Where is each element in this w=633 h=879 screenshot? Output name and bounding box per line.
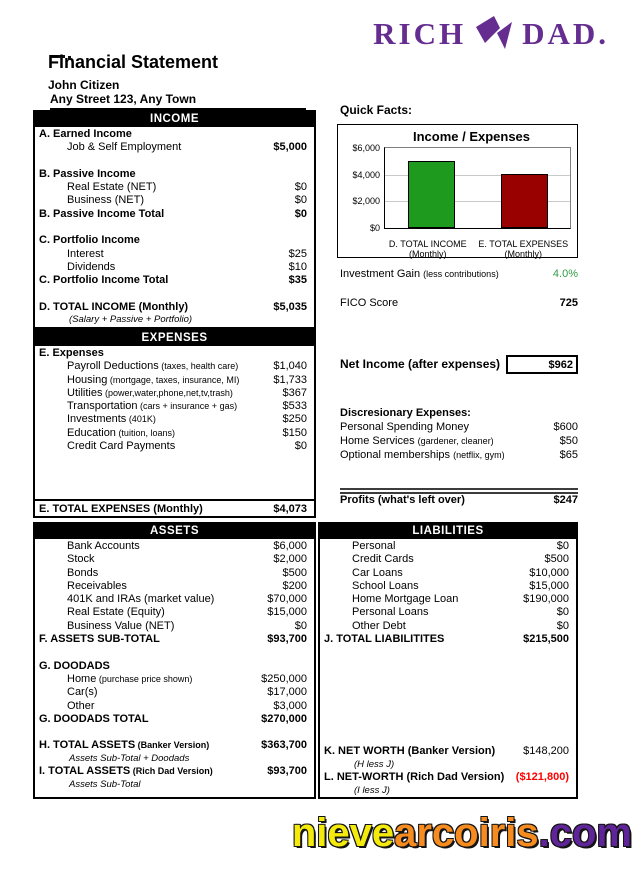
- y-tick: $4,000: [352, 169, 380, 180]
- discretionary-row: Personal Spending Money $600: [340, 421, 578, 433]
- chart-y-axis: [342, 143, 384, 233]
- statement-row: H. TOTAL ASSETS (Banker Version) $363,700: [39, 739, 307, 752]
- statement-row: Car(s) $17,000: [67, 686, 307, 699]
- income-bar: [408, 161, 455, 228]
- discretionary-value: $50: [559, 435, 578, 447]
- statement-row: Job & Self Employment $5,000: [67, 141, 307, 154]
- x-label-expenses: E. TOTAL EXPENSES (Monthly): [478, 239, 569, 259]
- statement-row: Investments (401K) $250: [67, 413, 307, 426]
- person-address: Any Street 123, Any Town: [50, 92, 306, 111]
- statement-row: Other Debt $0: [352, 619, 569, 632]
- expenses-rows: [35, 346, 314, 516]
- statement-row: Bonds $500: [67, 566, 307, 579]
- statement-row: Transportation (cars + insurance + gas) $533: [67, 400, 307, 413]
- page-title: Financial Statement: [48, 52, 219, 72]
- statement-row: Car Loans $10,000: [352, 566, 569, 579]
- expenses-header: EXPENSES: [35, 331, 314, 346]
- liabilities-rows: [320, 539, 576, 797]
- fico-label: FICO Score: [340, 297, 399, 309]
- statement-row: Receivables $200: [67, 579, 307, 592]
- expenses-section: [33, 329, 316, 518]
- statement-row: B. Passive Income: [39, 167, 136, 180]
- statement-row: Dividends $10: [67, 260, 307, 273]
- discretionary-value: $65: [559, 449, 578, 461]
- watermark: nievearcoiris.com: [291, 811, 632, 855]
- income-section: [33, 110, 316, 329]
- statement-row: Personal Loans $0: [352, 606, 569, 619]
- discretionary-value: $600: [553, 421, 578, 433]
- y-tick: $6,000: [352, 143, 380, 153]
- chart-plot-area: [384, 147, 571, 229]
- statement-row: [35, 726, 314, 739]
- statement-row: Other $3,000: [67, 699, 307, 712]
- statement-row: G. DOODADS TOTAL $270,000: [39, 712, 307, 725]
- statement-row: Bank Accounts $6,000: [67, 540, 307, 552]
- statement-row: Real Estate (NET) $0: [67, 181, 307, 194]
- discretionary-title: Discresionary Expenses:: [340, 407, 471, 419]
- investment-gain-label: Investment Gain (less contributions): [340, 268, 499, 280]
- statement-row: J. TOTAL LIABILITITES $215,500: [324, 633, 569, 646]
- statement-row: School Loans $15,000: [352, 579, 569, 592]
- quick-facts-title: Quick Facts:: [340, 103, 413, 117]
- fico-row: [340, 297, 578, 309]
- statement-row: Credit Cards $500: [352, 553, 569, 566]
- investment-gain-row: [340, 268, 578, 280]
- statement-row: Home Mortgage Loan $190,000: [352, 593, 569, 606]
- statement-row: Payroll Deductions (taxes, health care) $1,040: [67, 360, 307, 373]
- assets-rows: [35, 539, 314, 797]
- net-income-row: [340, 355, 578, 374]
- y-tick: $2,000: [352, 196, 380, 207]
- statement-row: Business Value (NET) $0: [67, 619, 307, 632]
- statement-row: [35, 221, 314, 234]
- investment-gain-value: 4.0%: [552, 268, 578, 280]
- x-label-income: D. TOTAL INCOME (Monthly): [388, 239, 467, 259]
- statement-row: 401K and IRAs (market value) $70,000: [67, 593, 307, 606]
- statement-row: F. ASSETS SUB-TOTAL $93,700: [39, 633, 307, 646]
- income-header: INCOME: [35, 112, 314, 127]
- logo-word-dad: DAD.: [522, 16, 609, 51]
- statement-row: Real Estate (Equity) $15,000: [67, 606, 307, 619]
- statement-row: Assets Sub-Total + Doodads: [69, 752, 190, 764]
- expenses-bar: [501, 174, 548, 228]
- statement-row: Utilities (power,water,phone,net,tv,trash) $367: [67, 386, 307, 399]
- person-name: John Citizen: [48, 78, 120, 92]
- liabilities-header: LIABILITIES: [320, 524, 576, 539]
- chart-x-axis: [380, 239, 571, 259]
- chart-title: Income / Expenses: [412, 129, 531, 144]
- statement-row: Housing (mortgage, taxes, insurance, MI) $1,733: [67, 373, 307, 386]
- statement-row: E. Expenses: [39, 347, 104, 359]
- profits-label: Profits (what's left over): [340, 494, 465, 506]
- assets-header: ASSETS: [35, 524, 314, 539]
- net-income-label: Net Income (after expenses): [340, 356, 501, 371]
- profits-row: [340, 494, 578, 506]
- statement-row: Interest $25: [67, 247, 307, 260]
- statement-row: [35, 288, 314, 301]
- discretionary-row: Optional memberships (netflix, gym) $65: [340, 449, 578, 461]
- statement-row: (H less J): [354, 758, 395, 770]
- rich-dad-logo: [373, 16, 609, 52]
- net-income-value-box: $962: [506, 355, 578, 374]
- statement-row: E. TOTAL EXPENSES (Monthly) $4,073: [35, 499, 314, 516]
- statement-row: [35, 453, 314, 498]
- statement-row: Stock $2,000: [67, 553, 307, 566]
- statement-row: Personal $0: [352, 540, 569, 552]
- statement-row: A. Earned Income: [39, 128, 132, 140]
- statement-row: B. Passive Income Total $0: [39, 207, 307, 220]
- statement-row: L. NET-WORTH (Rich Dad Version) ($121,800): [324, 771, 569, 784]
- logo-word-rich: RICH: [373, 16, 467, 51]
- statement-row: (I less J): [354, 784, 390, 796]
- statement-row: Credit Card Payments $0: [67, 440, 307, 453]
- statement-row: (Salary + Passive + Portfolio): [69, 314, 193, 326]
- statement-row: C. Portfolio Income Total $35: [39, 274, 307, 287]
- income-expenses-chart: [337, 124, 578, 258]
- liabilities-section: [318, 522, 578, 799]
- rich-dad-mark-icon: [474, 16, 514, 52]
- statement-row: Education (tuition, loans) $150: [67, 426, 307, 439]
- statement-row: C. Portfolio Income: [39, 234, 140, 247]
- fico-value: 725: [559, 297, 578, 309]
- statement-row: [35, 155, 314, 168]
- statement-row: [35, 646, 314, 659]
- income-rows: [35, 127, 314, 327]
- statement-row: G. DOODADS: [39, 659, 110, 672]
- y-tick: $0: [369, 222, 380, 233]
- statement-row: Business (NET) $0: [67, 194, 307, 207]
- profits-value: $247: [553, 494, 578, 506]
- statement-row: K. NET WORTH (Banker Version) $148,200: [324, 745, 569, 758]
- statement-row: D. TOTAL INCOME (Monthly) $5,035: [39, 300, 307, 313]
- statement-row: [320, 646, 576, 745]
- statement-row: Home (purchase price shown) $250,000: [67, 672, 307, 685]
- statement-row: Assets Sub-Total: [69, 778, 141, 790]
- assets-section: [33, 522, 316, 799]
- statement-row: I. TOTAL ASSETS (Rich Dad Version) $93,700: [39, 765, 307, 778]
- discretionary-row: Home Services (gardener, cleaner) $50: [340, 435, 578, 447]
